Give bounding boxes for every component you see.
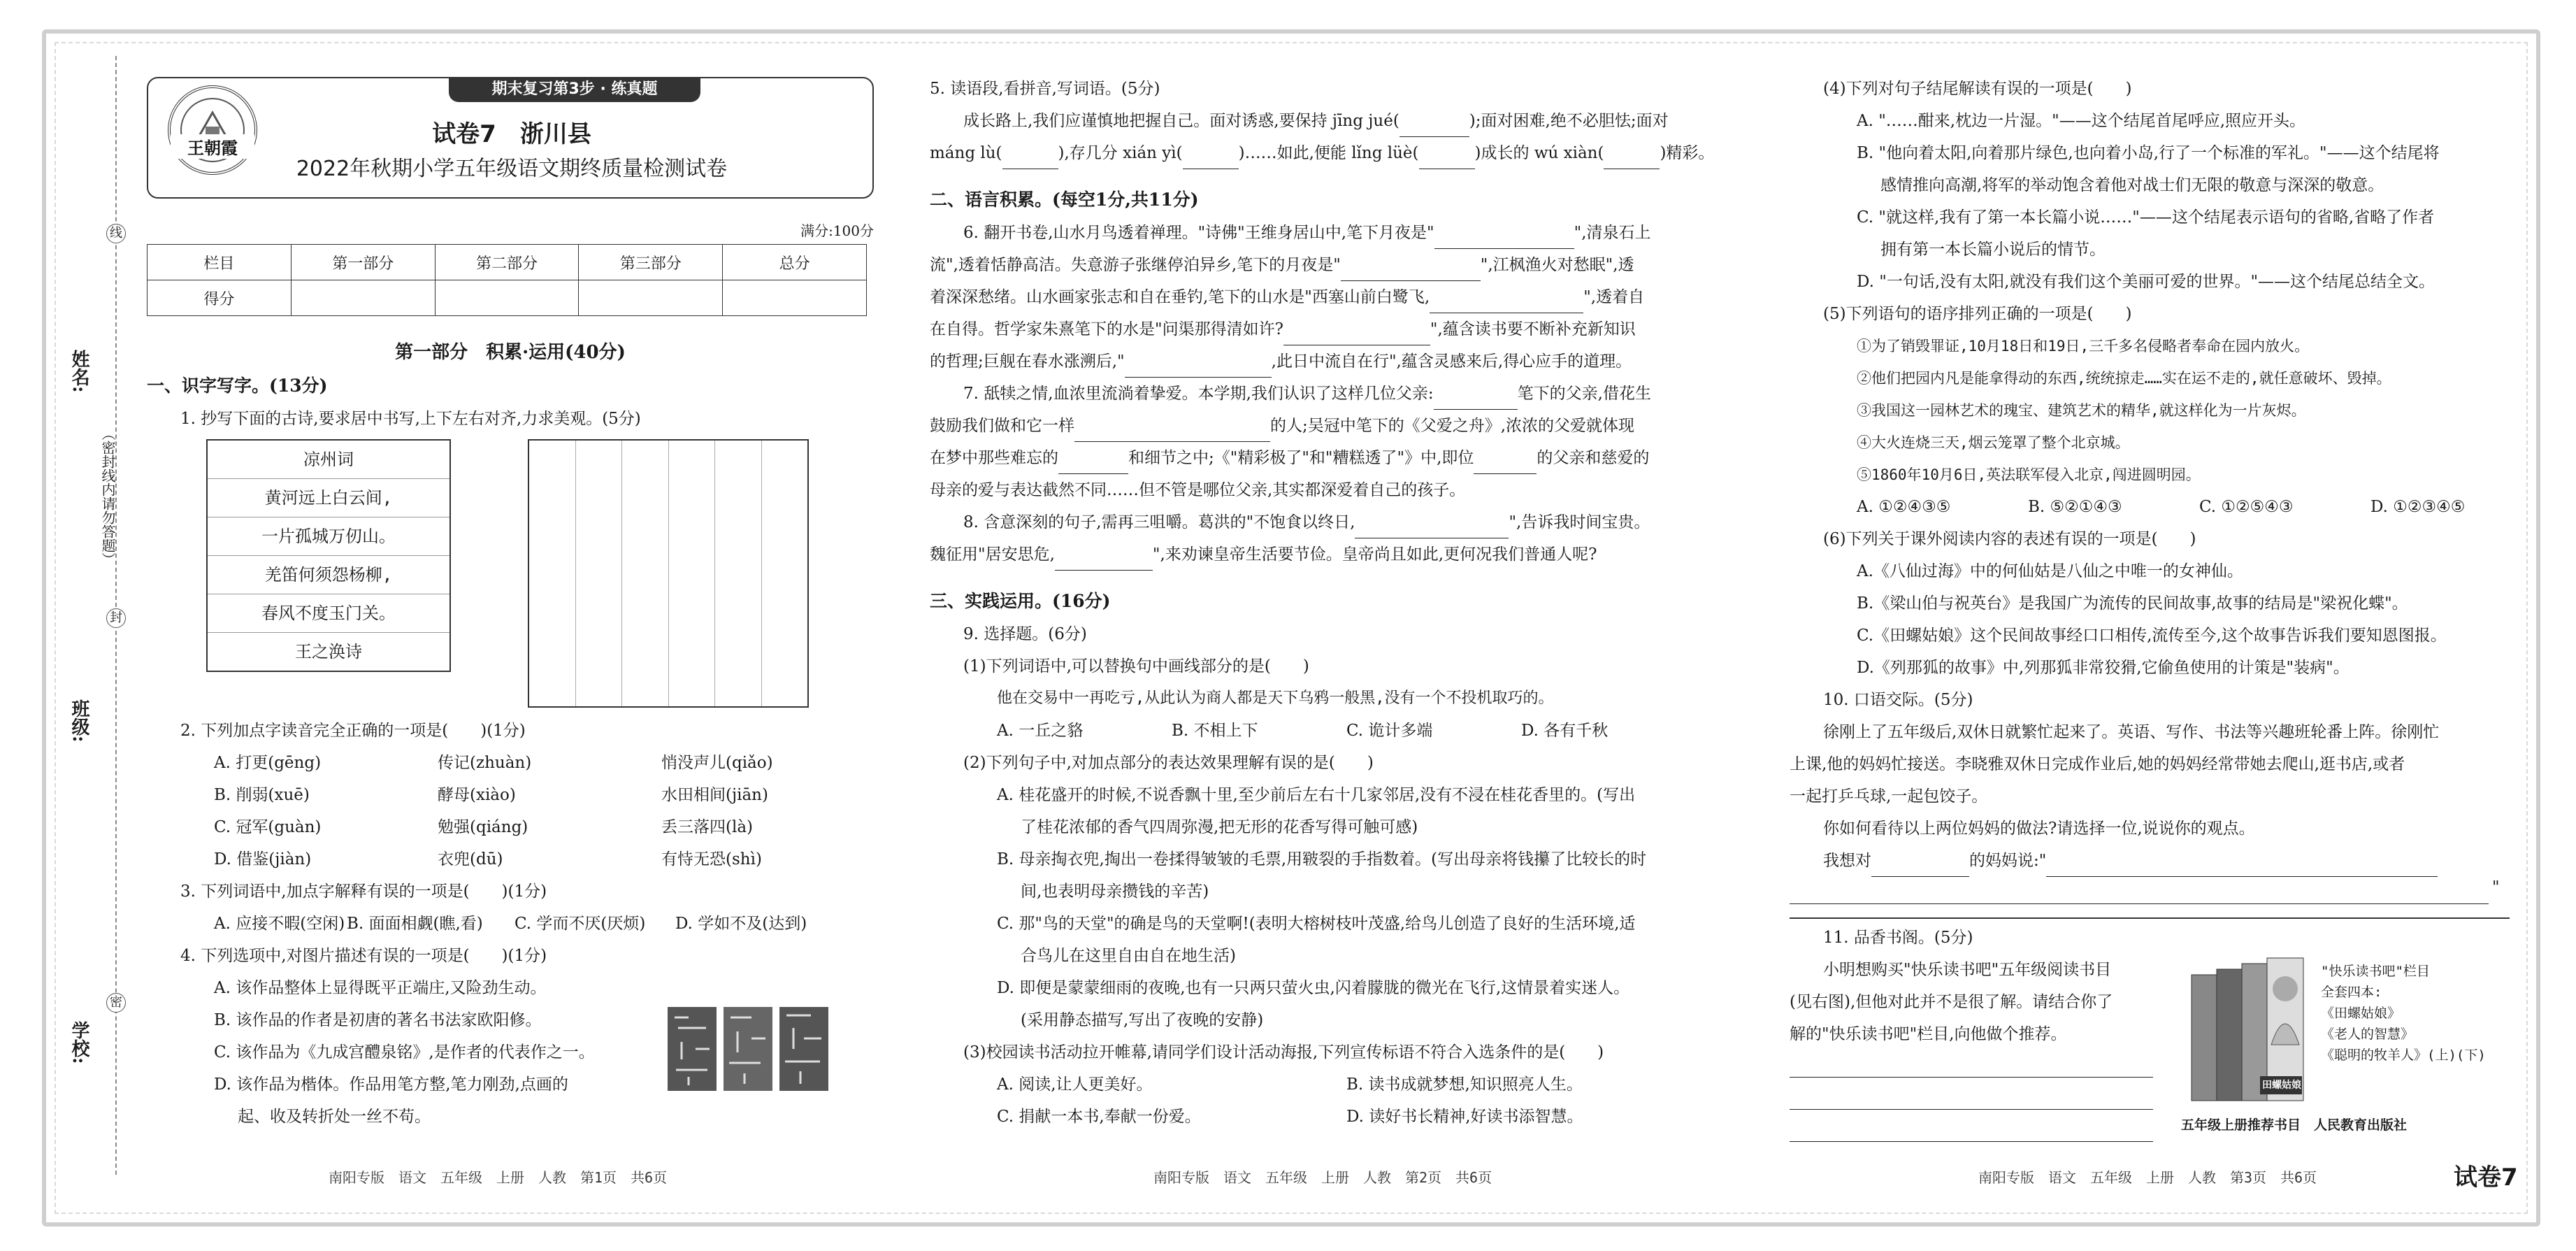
header-banner: 期末复习第3步 · 练真题 — [449, 77, 700, 102]
q5-text-seg: ),存几分 xián yì( — [1058, 144, 1183, 162]
q11-text: 11. 品香书阁。(5分) — [1823, 929, 1973, 947]
q5-blank[interactable] — [1002, 148, 1058, 169]
q4-opt[interactable]: D. 该作品为楷体。作品用笔方整,笔力刚劲,点画的 — [214, 1075, 568, 1094]
q5-blank[interactable] — [1183, 148, 1239, 169]
q7-text: 笔下的父亲,借花生 — [1517, 385, 1651, 403]
section3-title: 三、实践运用。(16分) — [930, 591, 1111, 611]
q9-5-text: (5)下列语句的语序排列正确的一项是( ) — [1823, 305, 2132, 323]
q10-answer-line[interactable] — [1790, 882, 2489, 904]
column-2 — [930, 73, 1741, 1133]
seal-char-mi: 密 — [106, 993, 126, 1013]
seal-char-feng: 封 — [106, 608, 126, 628]
q4-opt-cont: 起、收及转折处一丝不苟。 — [238, 1108, 431, 1126]
q3-opt[interactable]: C. 学而不厌(厌烦) — [515, 915, 646, 933]
q1-text: 1. 抄写下面的古诗,要求居中书写,上下左右对齐,力求美观。(5分) — [180, 410, 641, 428]
q8-text: ",告诉我时间宝贵。 — [1509, 513, 1650, 531]
q9-1-opt[interactable]: A. 一丘之貉 — [997, 722, 1084, 740]
q2-opt-word: 传记(zhuàn) — [438, 754, 532, 772]
paper-tag: 试卷7 — [2454, 1164, 2518, 1192]
calligraphy-image — [668, 1007, 828, 1091]
q10-answer-prefix: 的妈妈说:" — [1969, 852, 2047, 870]
q9-4-opt-cont: 拥有第一本长篇小说后的情节。 — [1880, 241, 2106, 259]
q9-6-opt[interactable]: D.《列那狐的故事》中,列那狐非常狡猾,它偷鱼使用的计策是"装病"。 — [1857, 659, 2350, 677]
divider — [1790, 917, 2510, 919]
poem-author: 王之涣诗 — [295, 642, 362, 662]
q9-2-opt[interactable]: D. 即便是蒙蒙细雨的夜晚,也有一只两只萤火虫,闪着朦胧的微光在飞行,这情景着实迷人。 — [997, 979, 1630, 997]
q9-2-opt-cont: (采用静态描写,写出了夜晚的安静) — [1021, 1011, 1264, 1029]
q9-4-opt[interactable]: D. "一句话,没有太阳,就没有我们这个美丽可爱的世界。"——这个结尾总结全文。 — [1857, 273, 2435, 291]
column-3 — [1790, 73, 2510, 1136]
poem-line: 羌笛何须怨杨柳, — [208, 556, 449, 594]
q9-5-options — [1790, 491, 2510, 523]
q9-5-items — [1790, 330, 2510, 491]
name-label: 姓名: — [69, 350, 89, 393]
q6-blank[interactable] — [1283, 324, 1430, 345]
q2-options — [147, 747, 874, 875]
score-cell[interactable] — [435, 280, 579, 316]
q11-passage: (见右图),但他对此并不是很了解。请结合你了 — [1790, 993, 2113, 1011]
q5-blank[interactable] — [1604, 148, 1660, 169]
q2-opt[interactable]: B. 削弱(xuē) — [214, 786, 310, 804]
q4-area — [147, 972, 874, 1133]
q7-blank[interactable] — [1074, 420, 1270, 442]
q6-text: 的哲理;巨舰在春水涨溯后," — [930, 352, 1125, 371]
q10-passage: 徐刚上了五年级后,双休日就繁忙起来了。英语、写作、书法等兴趣班轮番上阵。徐刚忙 — [1823, 723, 2440, 741]
q5-blank[interactable] — [1399, 115, 1469, 137]
q9-5-item: ②他们把园内凡是能拿得动的东西,统统掠走……实在运不走的,就任意破坏、毁掉。 — [1857, 370, 2391, 387]
q2-opt-word: 丢三落四(là) — [661, 818, 754, 836]
book-caption-line: 全套四本: — [2321, 985, 2382, 1000]
q9-4-text: (4)下列对句子结尾解读有误的一项是( ) — [1823, 80, 2132, 98]
q9-2-text: (2)下列句子中,对加点部分的表达效果理解有误的是( ) — [963, 754, 1374, 772]
q8-blank[interactable] — [1355, 517, 1509, 538]
q11-answer-line[interactable] — [1790, 1056, 2153, 1078]
section1-title: 一、识字写字。(13分) — [147, 376, 328, 396]
q11-answer-line[interactable] — [1790, 1088, 2153, 1110]
exam-name: 2022年秋期小学五年级语文期终质量检测试卷 — [296, 157, 728, 181]
score-header: 栏目 — [147, 245, 292, 280]
score-row-label: 得分 — [147, 280, 292, 316]
book-caption-line: 《田螺姑娘》 — [2321, 1006, 2401, 1021]
q6-text: 6. 翻开书卷,山水月鸟透着禅理。"诗佛"王维身居山中,笔下月夜是" — [963, 224, 1434, 242]
q10-answer-line[interactable] — [2046, 855, 2438, 877]
q7-text: 和细节之中;《"精彩极了"和"糟糕透了"》中,即位 — [1128, 449, 1474, 467]
book-caption-line: 《聪明的牧羊人》(上)(下) — [2321, 1048, 2486, 1063]
q9-1-text: (1)下列词语中,可以替换句中画线部分的是( ) — [963, 657, 1309, 675]
q9-5-opt[interactable]: B. ⑤②①④③ — [2028, 498, 2122, 516]
q5-text-seg: 成长路上,我们应谨慎地把握自己。面对诱惑,要保持 jīng jué( — [963, 112, 1399, 130]
q5-text-seg: )……如此,便能 lǐng lüè( — [1238, 144, 1419, 162]
q9-1-sentence: 他在交易中一再吃亏,从此认为商人都是天下乌鸦一般黑,没有一个不投机取巧的。 — [997, 689, 1554, 707]
q11-passage: 解的"快乐读书吧"栏目,向他做个推荐。 — [1790, 1025, 2067, 1043]
q8-text: ",来劝谏皇帝生活要节俭。皇帝尚且如此,更何况我们普通人呢? — [1152, 545, 1597, 564]
q5-text-seg: )精彩。 — [1660, 144, 1715, 162]
q7-text: 母亲的爱与表达截然不同……但不管是哪位父亲,其实都深爱着自己的孩子。 — [930, 481, 1466, 499]
q9-1-opt[interactable]: C. 诡计多端 — [1346, 722, 1433, 740]
book-caption-line: "快乐读书吧"栏目 — [2321, 964, 2430, 979]
q9-6-text: (6)下列关于课外阅读内容的表述有误的一项是( ) — [1823, 530, 2196, 548]
q6-text: 流",透着恬静高洁。失意游子张继停泊异乡,笔下的月夜是" — [930, 256, 1341, 274]
q2-opt[interactable]: A. 打更(gēng) — [214, 754, 322, 772]
score-header: 第三部分 — [579, 245, 723, 280]
q9-3-opt[interactable]: A. 阅读,让人更美好。 — [997, 1075, 1153, 1094]
poem-line: 春风不度玉门关。 — [208, 594, 449, 633]
q8-text: 8. 含意深刻的句子,需再三咀嚼。葛洪的"不饱食以终日, — [963, 513, 1355, 531]
q9-4-opt-cont: 感情推向高潮,将军的举动饱含着他对战士们无限的敬意与深深的敬意。 — [1880, 176, 2384, 194]
q9-2-opt-cont: 合鸟儿在这里自由自在地生活) — [1021, 947, 1236, 965]
q8-text: 魏征用"居安思危, — [930, 545, 1055, 564]
writing-grid[interactable] — [528, 439, 809, 708]
q6-text: ",透着自 — [1583, 288, 1645, 306]
poem-line: 黄河远上白云间, — [208, 479, 449, 517]
q5-text-seg: );面对困难,绝不必胆怯;面对 — [1469, 112, 1669, 130]
q9-2-opt-cont: 了桂花浓郁的香气四周弥漫,把无形的花香写得可触可感) — [1021, 818, 1418, 836]
q6-blank[interactable] — [1434, 227, 1574, 249]
q2-opt[interactable]: D. 借鉴(jiàn) — [214, 850, 312, 868]
q7-blank[interactable] — [1474, 452, 1537, 474]
class-label: 班级: — [69, 699, 89, 743]
score-header: 第一部分 — [291, 245, 435, 280]
q9-2-opt-cont: 间,也表明母亲攒钱的辛苦) — [1021, 882, 1209, 901]
q5-text-seg: máng lù( — [930, 144, 1002, 162]
q3-options — [147, 908, 874, 940]
q9-1-opt[interactable]: B. 不相上下 — [1172, 722, 1258, 740]
q5-blank[interactable] — [1419, 148, 1475, 169]
q9-3-text: (3)校园读书活动拉开帷幕,请同学们设计活动海报,下列宣传标语不符合入选条件的是( ) — [963, 1043, 1604, 1061]
q9-5-item: ⑤1860年10月6日,英法联军侵入北京,闯进圆明园。 — [1857, 466, 2201, 483]
q7-text: 的父亲和慈爱的 — [1537, 449, 1650, 467]
q2-text: 2. 下列加点字读音完全正确的一项是( )(1分) — [180, 722, 526, 740]
q9-3-opt[interactable]: D. 读好书长精神,好读书添智慧。 — [1346, 1108, 1583, 1126]
q3-opt[interactable]: D. 学如不及(达到) — [675, 915, 807, 933]
book-caption — [2321, 961, 2486, 1066]
q5-text-seg: )成长的 wú xiàn( — [1474, 144, 1604, 162]
book-cover-title: 田螺姑娘 — [2262, 1080, 2301, 1091]
book-caption-line: 《老人的智慧》 — [2321, 1027, 2415, 1042]
school-label: 学校: — [69, 1021, 89, 1064]
score-cell[interactable] — [579, 280, 723, 316]
q7-blank[interactable] — [1058, 452, 1128, 474]
q9-1-opt[interactable]: D. 各有千秋 — [1521, 722, 1609, 740]
score-table — [147, 244, 867, 316]
q9-5-opt[interactable]: A. ①②④③⑤ — [1857, 498, 1951, 516]
q6-text: 在自得。哲学家朱熹笔下的水是"问渠那得清如许? — [930, 320, 1283, 338]
q2-opt-word: 衣兜(dū) — [438, 850, 503, 868]
book-footer: 五年级上册推荐书目 人民教育出版社 — [2181, 1117, 2408, 1133]
score-cell[interactable] — [723, 280, 867, 316]
score-header: 总分 — [723, 245, 867, 280]
q10-answer-row — [1790, 877, 2510, 909]
q1-area — [147, 435, 874, 715]
q10-passage: 一起打乒乓球,一起包饺子。 — [1790, 787, 1988, 806]
part1-title: 第一部分 积累·运用(40分) — [395, 342, 626, 363]
q7-text: 7. 舐犊之情,血浓里流淌着挚爱。本学期,我们认识了这样几位父亲: — [963, 385, 1434, 403]
seal-char-xian: 线 — [106, 224, 126, 243]
q3-opt[interactable]: B. 面面相觑(瞧,看) — [347, 915, 483, 933]
q7-text: 在梦中那些难忘的 — [930, 449, 1058, 467]
q9-2-opt[interactable]: C. 那"鸟的天堂"的确是鸟的天堂啊!(表明大榕树枝叶茂盛,给鸟儿创造了良好的生活环境,适 — [997, 915, 1636, 933]
q6-text: ",江枫渔火对愁眠",透 — [1480, 256, 1634, 274]
q9-2-opt[interactable]: A. 桂花盛开的时候,不说香飘十里,至少前后左右十几家邻居,没有不浸在桂花香里的。(写出 — [997, 786, 1636, 804]
footer-page-1: 南阳专版 语文 五年级 上册 人教 第1页 共6页 — [329, 1169, 668, 1186]
q9-5-opt[interactable]: D. ①②③④⑤ — [2370, 498, 2466, 516]
footer-page-2: 南阳专版 语文 五年级 上册 人教 第2页 共6页 — [1153, 1169, 1492, 1186]
q11-area — [1790, 954, 2510, 1136]
q7-text: 的人;吴冠中笔下的《父爱之舟》,浓浓的父爱就体现 — [1270, 417, 1635, 435]
q10-end-quote: " — [2492, 878, 2500, 896]
header-box — [147, 77, 874, 199]
q6-blank[interactable] — [1125, 356, 1272, 378]
q4-opt[interactable]: A. 该作品整体上显得既平正端庄,又险劲生动。 — [214, 979, 547, 997]
q3-opt[interactable]: A. 应接不暇(空闲) — [214, 915, 345, 933]
q4-text: 4. 下列选项中,对图片描述有误的一项是( )(1分) — [180, 947, 547, 965]
q2-opt-word: 勉强(qiáng) — [438, 818, 528, 836]
q9-3-options-row1 — [930, 1068, 1741, 1101]
q6-text: ",蕴含读书要不断补充新知识 — [1430, 320, 1636, 338]
q6-text: ",清泉石上 — [1574, 224, 1651, 242]
q10-text: 10. 口语交际。(5分) — [1823, 691, 1973, 709]
score-header: 第二部分 — [435, 245, 579, 280]
q9-5-item: ③我国这一园林艺术的瑰宝、建筑艺术的精华,就这样化为一片灰烬。 — [1857, 402, 2306, 419]
q2-opt-word: 有恃无恐(shì) — [661, 850, 762, 868]
poem-box — [206, 439, 451, 672]
paper-title: 试卷7 浙川县 — [432, 120, 591, 148]
q9-4-opt[interactable]: A. "……酣来,枕边一片湿。"——这个结尾首尾呼应,照应开头。 — [1857, 112, 2306, 130]
q9-6-opt[interactable]: B.《梁山伯与祝英台》是我国广为流传的民间故事,故事的结局是"梁祝化蝶"。 — [1857, 594, 2408, 613]
q9-3-opt[interactable]: C. 捐献一本书,奉献一份爱。 — [997, 1108, 1201, 1126]
q10-prompt: 你如何看待以上两位妈妈的做法?请选择一位,说说你的观点。 — [1823, 820, 2255, 838]
seal-notice: （密封线内请勿答题） — [99, 427, 116, 566]
footer-page-3: 南阳专版 语文 五年级 上册 人教 第3页 共6页 — [1978, 1169, 2317, 1186]
q6-blank[interactable] — [1341, 259, 1481, 281]
q10-blank-who[interactable] — [1871, 855, 1969, 877]
q2-opt-word: 酵母(xiào) — [438, 786, 516, 804]
q6-text: ,此日中流自在行",蕴含灵感来后,得心应手的道理。 — [1271, 352, 1632, 371]
full-score: 满分:100分 — [800, 222, 874, 239]
score-cell[interactable] — [291, 280, 435, 316]
q11-passage: 小明想购买"快乐读书吧"五年级阅读书目 — [1823, 961, 2112, 979]
q9-3-opt[interactable]: B. 读书成就梦想,知识照亮人生。 — [1346, 1075, 1583, 1094]
q9-text: 9. 选择题。(6分) — [963, 625, 1087, 643]
q10-answer-prefix: 我想对 — [1823, 852, 1871, 870]
q4-opt[interactable]: B. 该作品的作者是初唐的著名书法家欧阳修。 — [214, 1011, 542, 1029]
q11-answer-line[interactable] — [1790, 1120, 2153, 1142]
q9-3-options-row2 — [930, 1101, 1741, 1133]
q9-5-item: ①为了销毁罪证,10月18日和19日,三千多名侵略者奉命在园内放火。 — [1857, 338, 2310, 355]
q3-text: 3. 下列词语中,加点字解释有误的一项是( )(1分) — [180, 882, 547, 901]
poem-title: 凉州词 — [208, 441, 449, 479]
logo-text: 王朝霞 — [171, 134, 254, 159]
q9-4-opt[interactable]: C. "就这样,我有了第一本长篇小说……"——这个结尾表示语句的省略,省略了作者 — [1857, 208, 2435, 227]
q7-blank[interactable] — [1434, 388, 1518, 410]
q9-2-opt[interactable]: B. 母亲掏衣兜,掏出一卷揉得皱皱的毛票,用皲裂的手指数着。(写出母亲将钱攥了比较长的时 — [997, 850, 1647, 868]
q10-passage: 上课,他的妈妈忙接送。李晓雅双休日完成作业后,她的妈妈经常带她去爬山,逛书店,或者 — [1790, 755, 2405, 773]
q2-opt-word: 水田相间(jiān) — [661, 786, 768, 804]
q9-5-opt[interactable]: C. ①②⑤④③ — [2199, 498, 2294, 516]
q9-1-options — [930, 715, 1741, 747]
q6-text: 着深深愁绪。山水画家张志和自在垂钓,笔下的山水是"西塞山前白鹭飞, — [930, 288, 1430, 306]
q5-text: 5. 读语段,看拼音,写词语。(5分) — [930, 80, 1160, 98]
q4-opt[interactable]: C. 该作品为《九成宫醴泉铭》,是作者的代表作之一。 — [214, 1043, 595, 1061]
q8-blank[interactable] — [1055, 549, 1153, 571]
q9-6-opt[interactable]: A.《八仙过海》中的何仙姑是八仙之中唯一的女神仙。 — [1857, 562, 2243, 580]
q2-opt-word: 悄没声儿(qiǎo) — [661, 754, 773, 772]
q9-5-item: ④大火连烧三天,烟云笼罩了整个北京城。 — [1857, 434, 2130, 451]
q7-text: 鼓励我们做和它一样 — [930, 417, 1074, 435]
q2-opt[interactable]: C. 冠军(guàn) — [214, 818, 322, 836]
q6-blank[interactable] — [1430, 292, 1583, 313]
q9-4-opt[interactable]: B. "他向着太阳,向着那片绿色,也向着小岛,行了一个标准的军礼。"——这个结尾将 — [1857, 144, 2440, 162]
q9-6-opt[interactable]: C.《田螺姑娘》这个民间故事经口口相传,流传至今,这个故事告诉我们要知恩图报。 — [1857, 627, 2447, 645]
section2-title: 二、语言积累。(每空1分,共11分) — [930, 190, 1199, 210]
column-1 — [147, 77, 874, 1133]
poem-line: 一片孤城万仞山。 — [208, 517, 449, 556]
